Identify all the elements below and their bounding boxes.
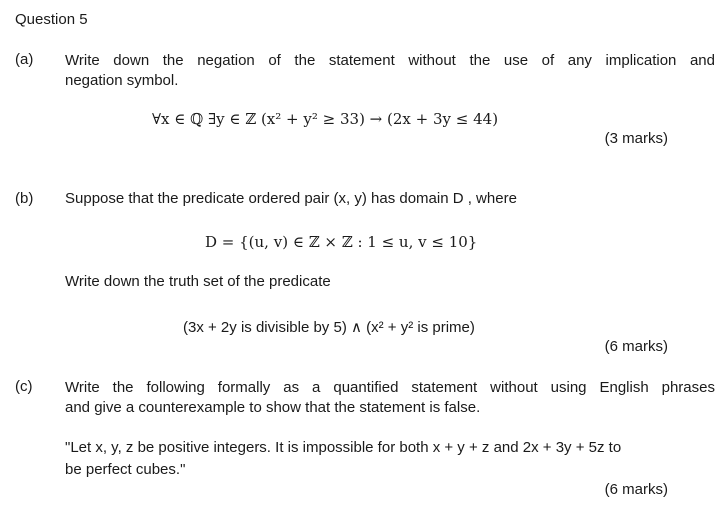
part-a-label: (a) — [15, 51, 34, 68]
part-c-marks: (6 marks) — [604, 481, 668, 498]
part-c-label: (c) — [15, 378, 33, 395]
part-b-domain-formula: D = {(u, v) ∈ ℤ × ℤ : 1 ≤ u, v ≤ 10} — [205, 233, 478, 251]
question-title: Question 5 — [15, 11, 88, 28]
part-a-line-2: negation symbol. — [65, 72, 179, 89]
part-a-line-1: Write down the negation of the statement without the use of any implication and — [65, 52, 715, 69]
part-b-line-2: Write down the truth set of the predicate — [65, 273, 331, 290]
part-b-marks: (6 marks) — [604, 338, 668, 355]
part-c-quote-line-1: "Let x, y, z be positive integers. It is impossible for both x + y + z and 2x + 3y + 5z to — [65, 439, 622, 456]
part-c-line-1: Write the following formally as a quantified statement without using English phrases — [65, 379, 715, 396]
part-c-line-2: and give a counterexample to show that the statement is false. — [65, 399, 481, 416]
part-c-quote-line-2: be perfect cubes." — [65, 461, 186, 478]
part-b-predicate: (3x + 2y is divisible by 5) ∧ (x² + y² is prime) — [183, 319, 475, 336]
part-a-marks: (3 marks) — [604, 130, 668, 147]
part-a-formula: ∀x ∈ ℚ ∃y ∈ ℤ (x² + y² ≥ 33) → (2x + 3y ≤ 44) — [152, 110, 499, 128]
part-b-line-1: Suppose that the predicate ordered pair (x, y) has domain D , where — [65, 190, 517, 207]
part-b-label: (b) — [15, 190, 34, 207]
